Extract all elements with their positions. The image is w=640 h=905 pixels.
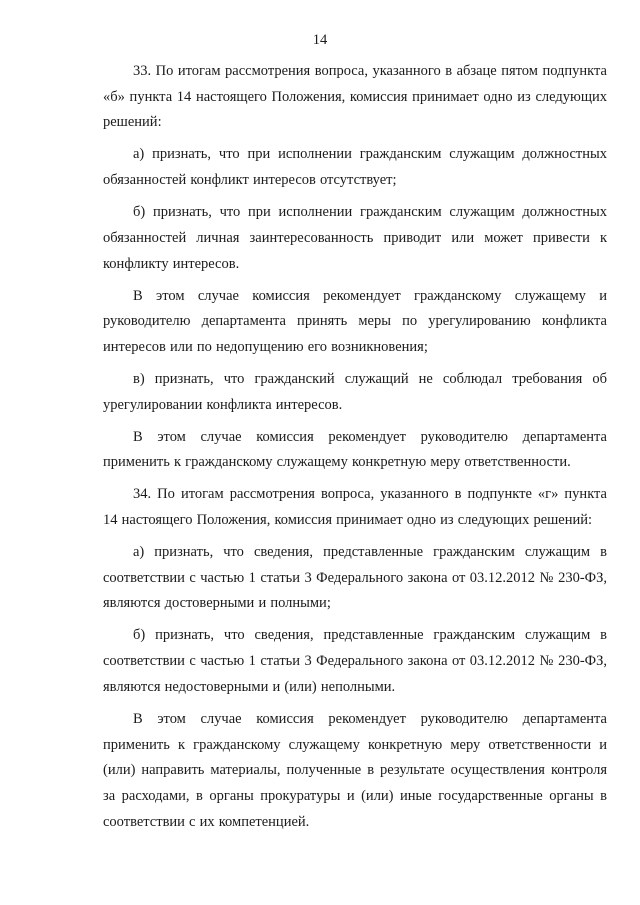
page-number: 14 xyxy=(312,32,328,48)
paragraph-34-a: а) признать, что сведения, представленные гражданским служащим в соответствии с частью 1 статьи 3 Федерального закона от 03.12.2012 № 230-ФЗ, являются достоверными и полными; xyxy=(103,544,607,612)
paragraph-34-intro: 34. По итогам рассмотрения вопроса, указанного в подпункте «г» пункта 14 настоящего Положения, комиссия принимает одно из следующих решений: xyxy=(103,486,607,529)
paragraph-33-a: а) признать, что при исполнении гражданским служащим должностных обязанностей конфликт интересов отсутствует; xyxy=(103,146,607,189)
paragraph-33-c: в) признать, что гражданский служащий не соблюдал требования об урегулировании конфликта интересов. xyxy=(103,370,607,413)
paragraph-33-b: б) признать, что при исполнении гражданским служащим должностных обязанностей личная заинтересованность приводит или может привести к конфликту интересов. xyxy=(103,204,607,272)
paragraph-34-b-note: В этом случае комиссия рекомендует руководителю департамента применить к гражданскому служащему конкретную меру ответственности и (или) направить материалы, полученные в результате осуществления контроля за расходами, в органы прокуратуры и (или) иные государственные органы в соответствии с их компетенцией. xyxy=(103,710,607,830)
paragraph-33-intro: 33. По итогам рассмотрения вопроса, указанного в абзаце пятом подпункта «б» пункта 14 настоящего Положения, комиссия принимает одно из следующих решений: xyxy=(103,63,607,131)
paragraph-33-c-note: В этом случае комиссия рекомендует руководителю департамента применить к гражданскому служащему конкретную меру ответственности. xyxy=(103,428,607,471)
paragraph-33-b-note: В этом случае комиссия рекомендует гражданскому служащему и руководителю департамента принять меры по урегулированию конфликта интересов или по недопущению его возникновения; xyxy=(103,287,607,355)
document-body xyxy=(103,59,607,842)
paragraph-34-b: б) признать, что сведения, представленные гражданским служащим в соответствии с частью 1 статьи 3 Федерального закона от 03.12.2012 № 230-ФЗ, являются недостоверными и (или) неполными. xyxy=(103,627,607,695)
